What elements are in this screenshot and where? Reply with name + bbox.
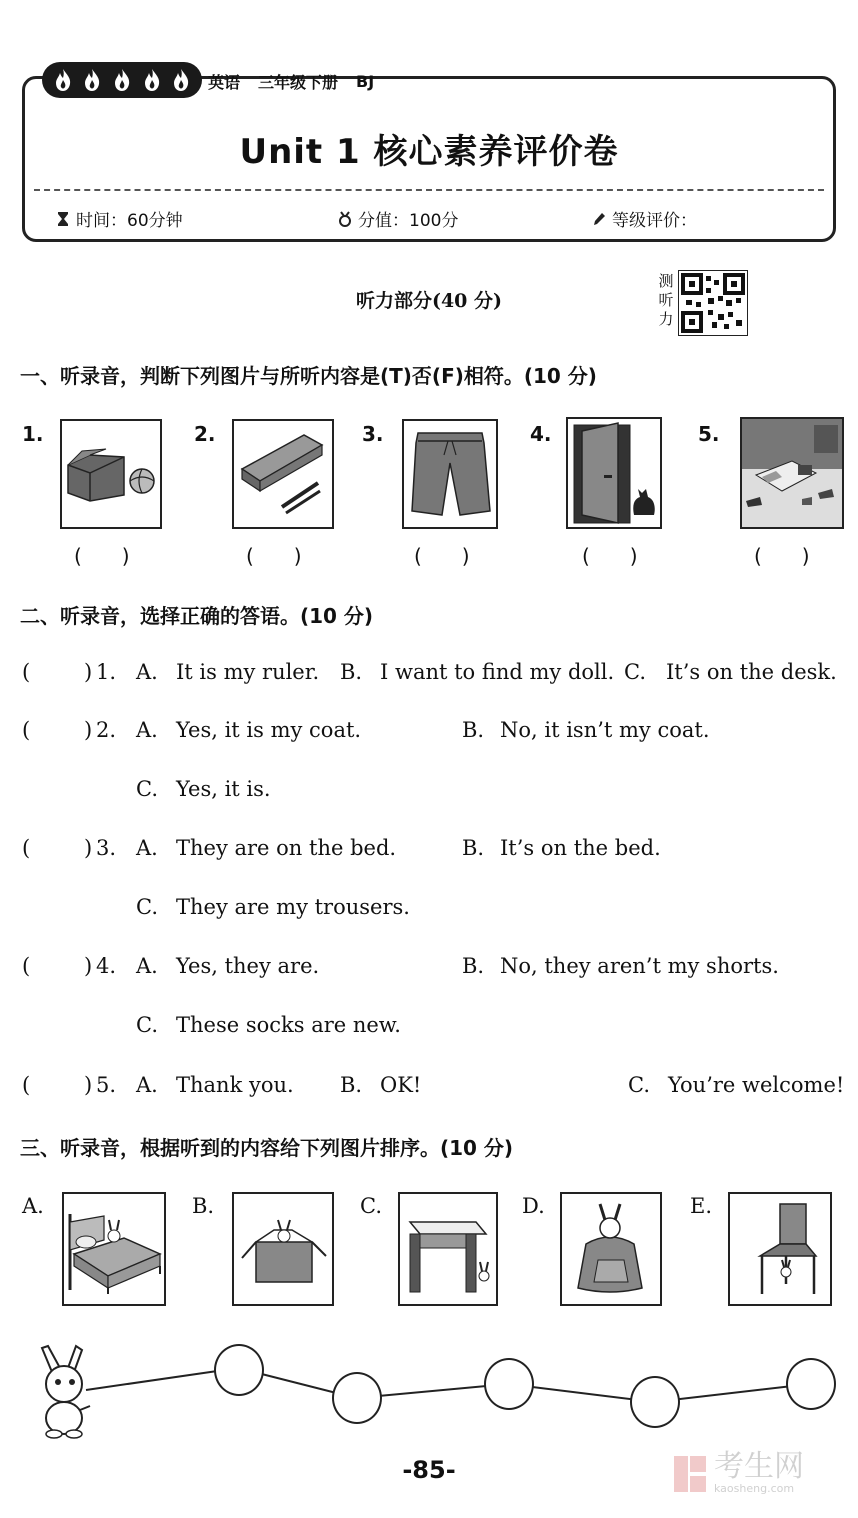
qr-code-icon[interactable] [678,270,748,336]
answer-circle-5[interactable] [786,1358,836,1410]
watermark-url: kaosheng.com [714,1482,795,1495]
option-text: They are on the bed. [176,836,397,860]
option-text: These socks are new. [176,1013,401,1037]
answer-circle-1[interactable] [214,1344,264,1396]
option-letter: B. [340,1073,363,1097]
question-number: 3. [96,836,117,860]
option-letter: B. [462,718,485,742]
paren-close: ) [84,718,93,742]
paren-close: ) [84,1073,93,1097]
picture-frame [232,419,334,529]
option-text: It’s on the bed. [500,836,661,860]
option-letter: C. [624,660,646,684]
box-and-ball-icon [62,421,160,527]
option-letter: C. [136,895,158,919]
answer-blank[interactable]: ( ) [246,544,302,568]
score-info [338,206,458,231]
header-meta [208,66,374,96]
part1-title: 一、听录音，判断下列图片与所听内容是(T)否(F)相符。(10 分) [20,364,597,388]
picture-frame [728,1192,832,1306]
paren-open[interactable]: ( [22,660,31,684]
hourglass-icon [56,211,70,227]
option-text: Yes, they are. [176,954,320,978]
listening-title: 听力部分(40 分) [355,290,503,312]
option-text: They are my trousers. [176,895,410,919]
picture-frame [62,1192,166,1306]
answer-blank[interactable]: ( ) [414,544,470,568]
difficulty-flames [42,62,202,98]
option-letter: B. [340,660,363,684]
rabbit-on-bed-icon [64,1194,164,1304]
subject-label: 英语 [208,72,241,92]
time-label: 时间：60分钟 [76,211,183,231]
option-text: OK! [380,1073,422,1097]
grade-eval-label: 等级评价： [612,211,697,231]
picture-frame [740,417,844,529]
option-letter: C. [136,1013,158,1037]
picture-letter: D. [522,1194,545,1218]
question-number: 1. [96,660,117,684]
paren-open[interactable]: ( [22,718,31,742]
option-text: It is my ruler. [176,660,320,684]
rabbit-under-desk-icon [400,1194,496,1304]
option-letter: B. [462,836,485,860]
picture-letter: B. [192,1194,215,1218]
part3-title: 三、听录音，根据听到的内容给下列图片排序。(10 分) [20,1136,514,1160]
paren-open[interactable]: ( [22,954,31,978]
option-letter: A. [136,718,158,742]
option-letter: B. [462,954,485,978]
option-letter: A. [136,954,158,978]
question-number: 2. [96,718,117,742]
flame-icon [81,68,103,92]
pencil-box-icon [234,421,332,527]
paren-close: ) [84,954,93,978]
picture-frame [232,1192,334,1306]
answer-circle-3[interactable] [484,1358,534,1410]
item-number: 1. [22,422,44,446]
paren-close: ) [84,836,93,860]
edition-label: BJ [356,71,375,91]
option-text: Yes, it is my coat. [176,718,362,742]
option-letter: A. [136,660,158,684]
grade-info [592,206,697,231]
picture-frame [560,1192,662,1306]
option-text: It’s on the desk. [666,660,837,684]
flame-icon [170,68,192,92]
question-number: 4. [96,954,117,978]
picture-frame [402,419,498,529]
answer-blank[interactable]: ( ) [754,544,810,568]
picture-letter: E. [690,1194,713,1218]
option-text: No, they aren’t my shorts. [500,954,779,978]
option-letter: A. [136,1073,158,1097]
page-title: Unit 1 核心素养评价卷 [239,132,619,172]
question-number: 5. [96,1073,117,1097]
rabbit-on-schoolbag-icon [562,1194,660,1304]
watermark-text: 考生网 [714,1449,804,1484]
option-text: Yes, it is. [176,777,271,801]
option-text: You’re welcome! [668,1073,845,1097]
picture-frame [566,417,662,529]
paren-open[interactable]: ( [22,836,31,860]
option-letter: C. [136,777,158,801]
answer-circle-4[interactable] [630,1376,680,1428]
sequence-line [0,1340,858,1450]
answer-blank[interactable]: ( ) [74,544,130,568]
time-info [56,206,183,231]
pencil-icon [592,211,606,227]
flame-icon [111,68,133,92]
item-number: 4. [530,422,552,446]
option-letter: A. [136,836,158,860]
answer-blank[interactable]: ( ) [582,544,638,568]
paren-open[interactable]: ( [22,1073,31,1097]
option-letter: C. [628,1073,650,1097]
picture-letter: C. [360,1194,382,1218]
shorts-icon [404,421,496,527]
medal-icon [338,211,352,227]
paren-close: ) [84,660,93,684]
dashed-divider [34,189,824,191]
part2-title: 二、听录音，选择正确的答语。(10 分) [20,604,374,628]
grade-label: 三年级下册 [258,72,339,92]
rabbit-behind-chair-icon [730,1194,830,1304]
page-number: -85- [402,1456,456,1484]
rabbit-in-box-icon [234,1194,332,1304]
answer-circle-2[interactable] [332,1372,382,1424]
item-number: 5. [698,422,720,446]
flame-icon [141,68,163,92]
score-label: 分值：100分 [358,211,459,231]
door-and-cat-icon [568,419,660,527]
picture-frame [398,1192,498,1306]
flame-icon [52,68,74,92]
messy-room-icon [742,419,842,527]
rabbit-icon [34,1344,98,1440]
option-text: I want to find my doll. [380,660,615,684]
item-number: 3. [362,422,384,446]
kaosheng-logo-icon [672,1454,708,1494]
option-text: Thank you. [176,1073,294,1097]
option-text: No, it isn’t my coat. [500,718,710,742]
picture-frame [60,419,162,529]
picture-letter: A. [22,1194,44,1218]
item-number: 2. [194,422,216,446]
qr-label: 测听力 [658,272,674,328]
watermark [672,1449,804,1495]
